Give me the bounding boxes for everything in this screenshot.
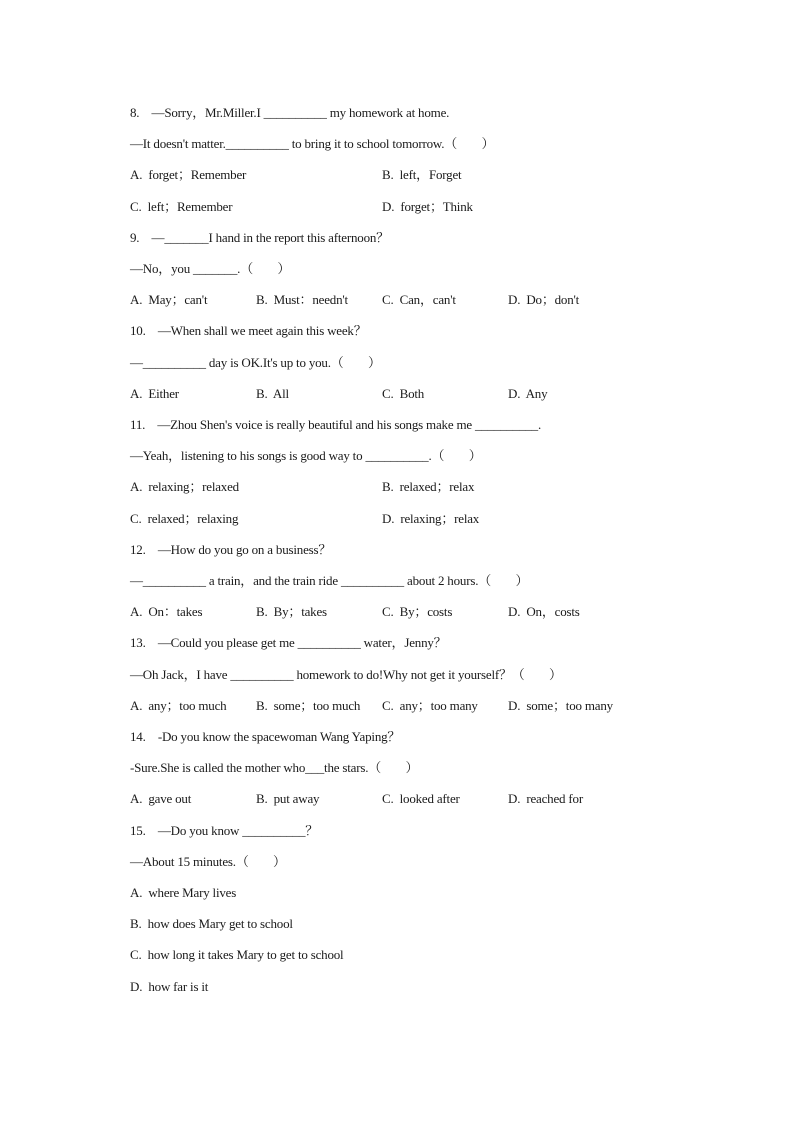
answer-option: A. Either [130, 385, 179, 401]
answer-option: C. Can，can't [382, 292, 456, 308]
question-reply: —About 15 minutes.（ ） [130, 853, 286, 869]
answer-option: C. By；costs [382, 604, 453, 620]
answer-option: A. where Mary lives [130, 885, 237, 900]
answer-option: C. Both [382, 385, 425, 401]
answer-option: A. May；can't [130, 292, 208, 308]
question-reply: —It doesn't matter.__________ to bring it to school tomorrow.（ ） [130, 136, 495, 152]
answer-option: B. some；too much [256, 697, 361, 713]
question-stem: 13. —Could you please get me __________ water，Jenny？ [130, 635, 447, 651]
answer-option: D. Any [508, 385, 548, 401]
answer-option: B. All [256, 385, 289, 401]
answer-option: A. any；too much [130, 697, 227, 713]
answer-option: B. left，Forget [382, 167, 462, 183]
question-stem: 15. —Do you know __________？ [130, 822, 319, 838]
answer-option: C. any；too many [382, 697, 478, 713]
question-stem: 8. —Sorry，Mr.Miller.I __________ my homework at home. [130, 105, 450, 120]
answer-option: B. how does Mary get to school [130, 916, 293, 932]
answer-option: D. On，costs [508, 604, 580, 620]
question-stem: 10. —When shall we meet again this week？ [130, 323, 367, 339]
question-stem: 12. —How do you go on a business？ [130, 541, 332, 557]
answer-option: B. relaxed；relax [382, 479, 475, 495]
answer-option: D. some；too many [508, 697, 613, 713]
question-reply: —Yeah，listening to his songs is good way to __________.（ ） [130, 448, 482, 464]
answer-option: C. looked after [382, 791, 460, 807]
answer-option: D. Do；don't [508, 292, 580, 308]
question-reply: —__________ day is OK.It's up to you.（ ） [130, 354, 381, 370]
question-reply: —__________ a train，and the train ride __________ about 2 hours.（ ） [130, 573, 529, 588]
question-reply: —No，you _______.（ ） [130, 261, 291, 276]
answer-option: D. forget；Think [382, 198, 473, 214]
answer-option: A. forget；Remember [130, 167, 247, 183]
question-stem: 9. —_______I hand in the report this afternoon？ [130, 229, 389, 245]
question-reply: —Oh Jack，I have __________ homework to do!Why not get it yourself？（ ） [130, 666, 562, 682]
question-reply: -Sure.She is called the mother who___the stars.（ ） [130, 760, 419, 776]
answer-option: D. relaxing；relax [382, 510, 480, 526]
answer-option: A. relaxing；relaxed [130, 479, 239, 495]
question-stem: 14. -Do you know the spacewoman Wang Yaping？ [130, 729, 401, 744]
answer-option: B. Must：needn't [256, 292, 348, 308]
answer-option: C. left；Remember [130, 198, 233, 214]
answer-option: D. how far is it [130, 978, 209, 994]
answer-option: A. gave out [130, 791, 192, 807]
answer-option: D. reached for [508, 791, 583, 807]
answer-option: B. put away [256, 791, 320, 807]
answer-option: A. On：takes [130, 604, 203, 620]
answer-option: C. how long it takes Mary to get to school [130, 947, 344, 963]
answer-option: B. By；takes [256, 604, 327, 620]
question-stem: 11. —Zhou Shen's voice is really beautiful and his songs make me __________. [130, 417, 542, 432]
answer-option: C. relaxed；relaxing [130, 510, 239, 526]
